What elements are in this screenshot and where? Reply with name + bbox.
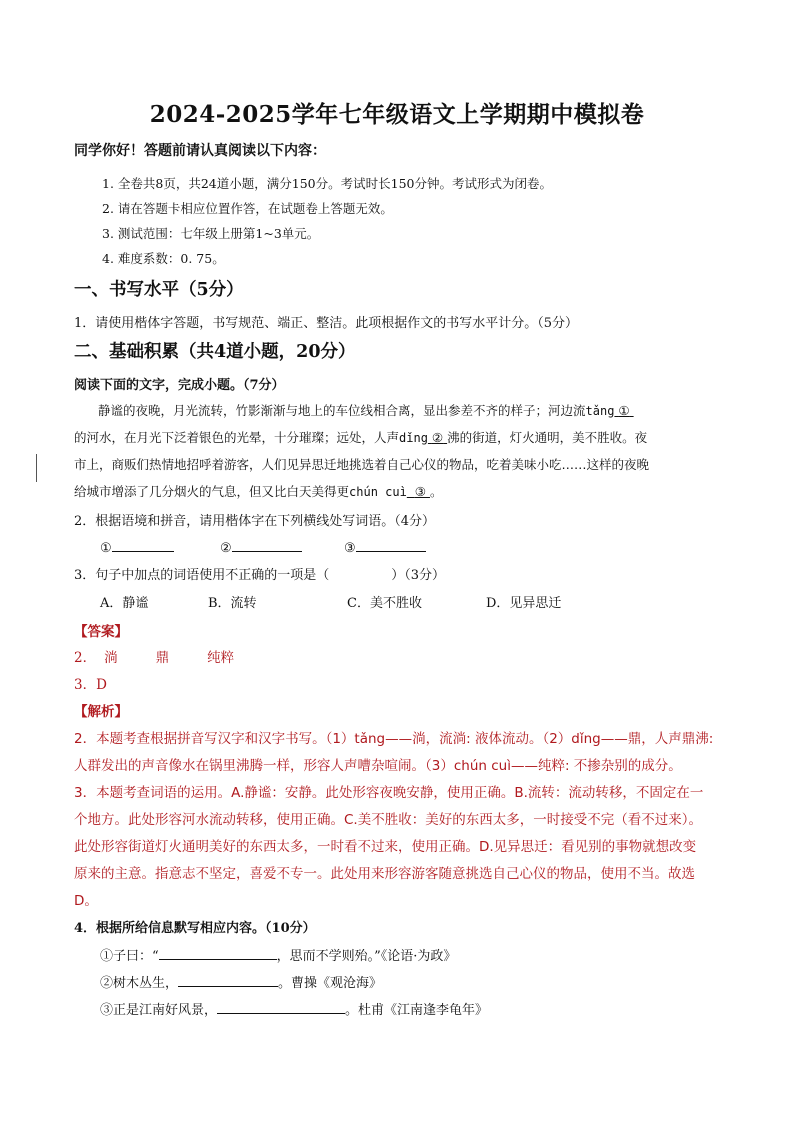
dictation-blank-3[interactable] (217, 999, 345, 1014)
passage-line: 给城市增添了几分烟火的气息，但又比白天美得更chún cuì ③ 。 (74, 484, 443, 499)
analysis-line: D。 (74, 893, 98, 909)
analysis-line: 原来的主意。指意志不坚定，喜爱不专一。此处用来形容游客随意挑选自己心仪的物品，使用不当。故选 (74, 866, 695, 882)
analysis-line: 此处形容街道灯火通明美好的东西太多，一时看不过来，使用正确。D.见异思迁：看见别的事物就想改变 (74, 839, 697, 855)
blank-marker-1: ① (618, 403, 630, 418)
answer-3: 3．D (74, 677, 107, 693)
option-a: A．静谧 (100, 596, 149, 611)
section-heading-writing: 一、书写水平（5分） (74, 280, 244, 300)
analysis-line: 3．本题考查词语的运用。A.静谧：安静。此处形容夜晚安静，使用正确。B.流转：流动转移，不固定在一 (74, 785, 704, 801)
notice-item: 2. 请在答题卡相应位置作答，在试题卷上答题无效。 (102, 201, 393, 216)
answer-blank-2[interactable]: ② (220, 537, 302, 556)
analysis-line: 人群发出的声音像水在锅里沸腾一样，形容人声嘈杂喧闹。（3）chún cuì——纯粹: 不掺杂别的成分。 (74, 758, 682, 774)
reading-prompt: 阅读下面的文字，完成小题。（7分） (74, 378, 285, 393)
page-title: 2024-2025学年七年级语文上学期期中模拟卷 (149, 101, 645, 128)
option-c: C．美不胜收 (347, 596, 422, 611)
passage-line: 静谧的夜晚，月光流转，竹影渐渐与地上的车位线相合离，显出参差不齐的样子；河边流tǎng ① (98, 401, 634, 419)
notice-item: 1. 全卷共8页，共24道小题，满分150分。考试时长150分钟。考试形式为闭卷。 (102, 176, 552, 191)
passage-line: 市上，商贩们热情地招呼着游客，人们见异思迁地挑选着自己心仪的物品，吃着美味小吃……这样的夜晚 (74, 457, 650, 472)
question-4: 4．根据所给信息默写相应内容。（10分） (74, 921, 316, 936)
dictation-item-3: ③正是江南好风景， 。杜甫《江南逢李龟年》 (100, 999, 488, 1018)
option-b: B．流转 (208, 596, 257, 611)
blank-marker-2: ② (431, 430, 444, 445)
dictation-item-2: ②树木丛生， 。曹操《观沧海》 (100, 972, 382, 991)
question-2: 2．根据语境和拼音，请用楷体字在下列横线处写词语。（4分） (74, 514, 436, 529)
analysis-line: 2．本题考查根据拼音写汉字和汉字书写。（1）tǎng——淌，流淌: 液体流动。（2）dǐng——鼎，人声鼎沸: (74, 731, 714, 747)
dictation-item-1: ①子曰：“ ，思而不学则殆。”《论语·为政》 (100, 945, 456, 964)
dictation-blank-2[interactable] (178, 972, 278, 987)
answer-label: 【答案】 (74, 624, 128, 640)
passage-line: 的河水，在月光下泛着银色的光晕，十分璀璨；远处，人声dǐng ② 沸的街道，灯火通明，美不胜收。夜 (74, 430, 648, 445)
answer-2: 2． 淌 鼎 纯粹 (74, 650, 235, 666)
pinyin-1: tǎng (585, 404, 615, 418)
dictation-blank-1[interactable] (159, 945, 277, 960)
notice-item: 3. 测试范围：七年级上册第1~3单元。 (102, 226, 320, 241)
greeting: 同学你好！答题前请认真阅读以下内容： (74, 143, 326, 159)
question-1: 1．请使用楷体字答题，书写规范、端正、整洁。此项根据作文的书写水平计分。（5分） (74, 316, 579, 331)
pinyin-3: chún cuì (349, 485, 407, 499)
analysis-line: 个地方。此处形容河水流动转移，使用正确。C.美不胜收：美好的东西太多，一时接受不完（看不过来）。 (74, 812, 702, 828)
analysis-label: 【解析】 (74, 704, 128, 720)
question-3: 3．句子中加点的词语使用不正确的一项是（ ）（3分） (74, 568, 446, 583)
margin-mark (36, 454, 37, 482)
answer-blank-1[interactable]: ① (100, 537, 174, 556)
blank-marker-3: ③ (414, 484, 426, 499)
notice-item: 4. 难度系数：0. 75。 (102, 251, 225, 266)
pinyin-2: dǐng (399, 431, 428, 445)
section-heading-basics: 二、基础积累（共4道小题，20分） (74, 342, 356, 362)
option-d: D．见异思迁 (486, 596, 562, 611)
answer-blank-3[interactable]: ③ (344, 537, 426, 556)
